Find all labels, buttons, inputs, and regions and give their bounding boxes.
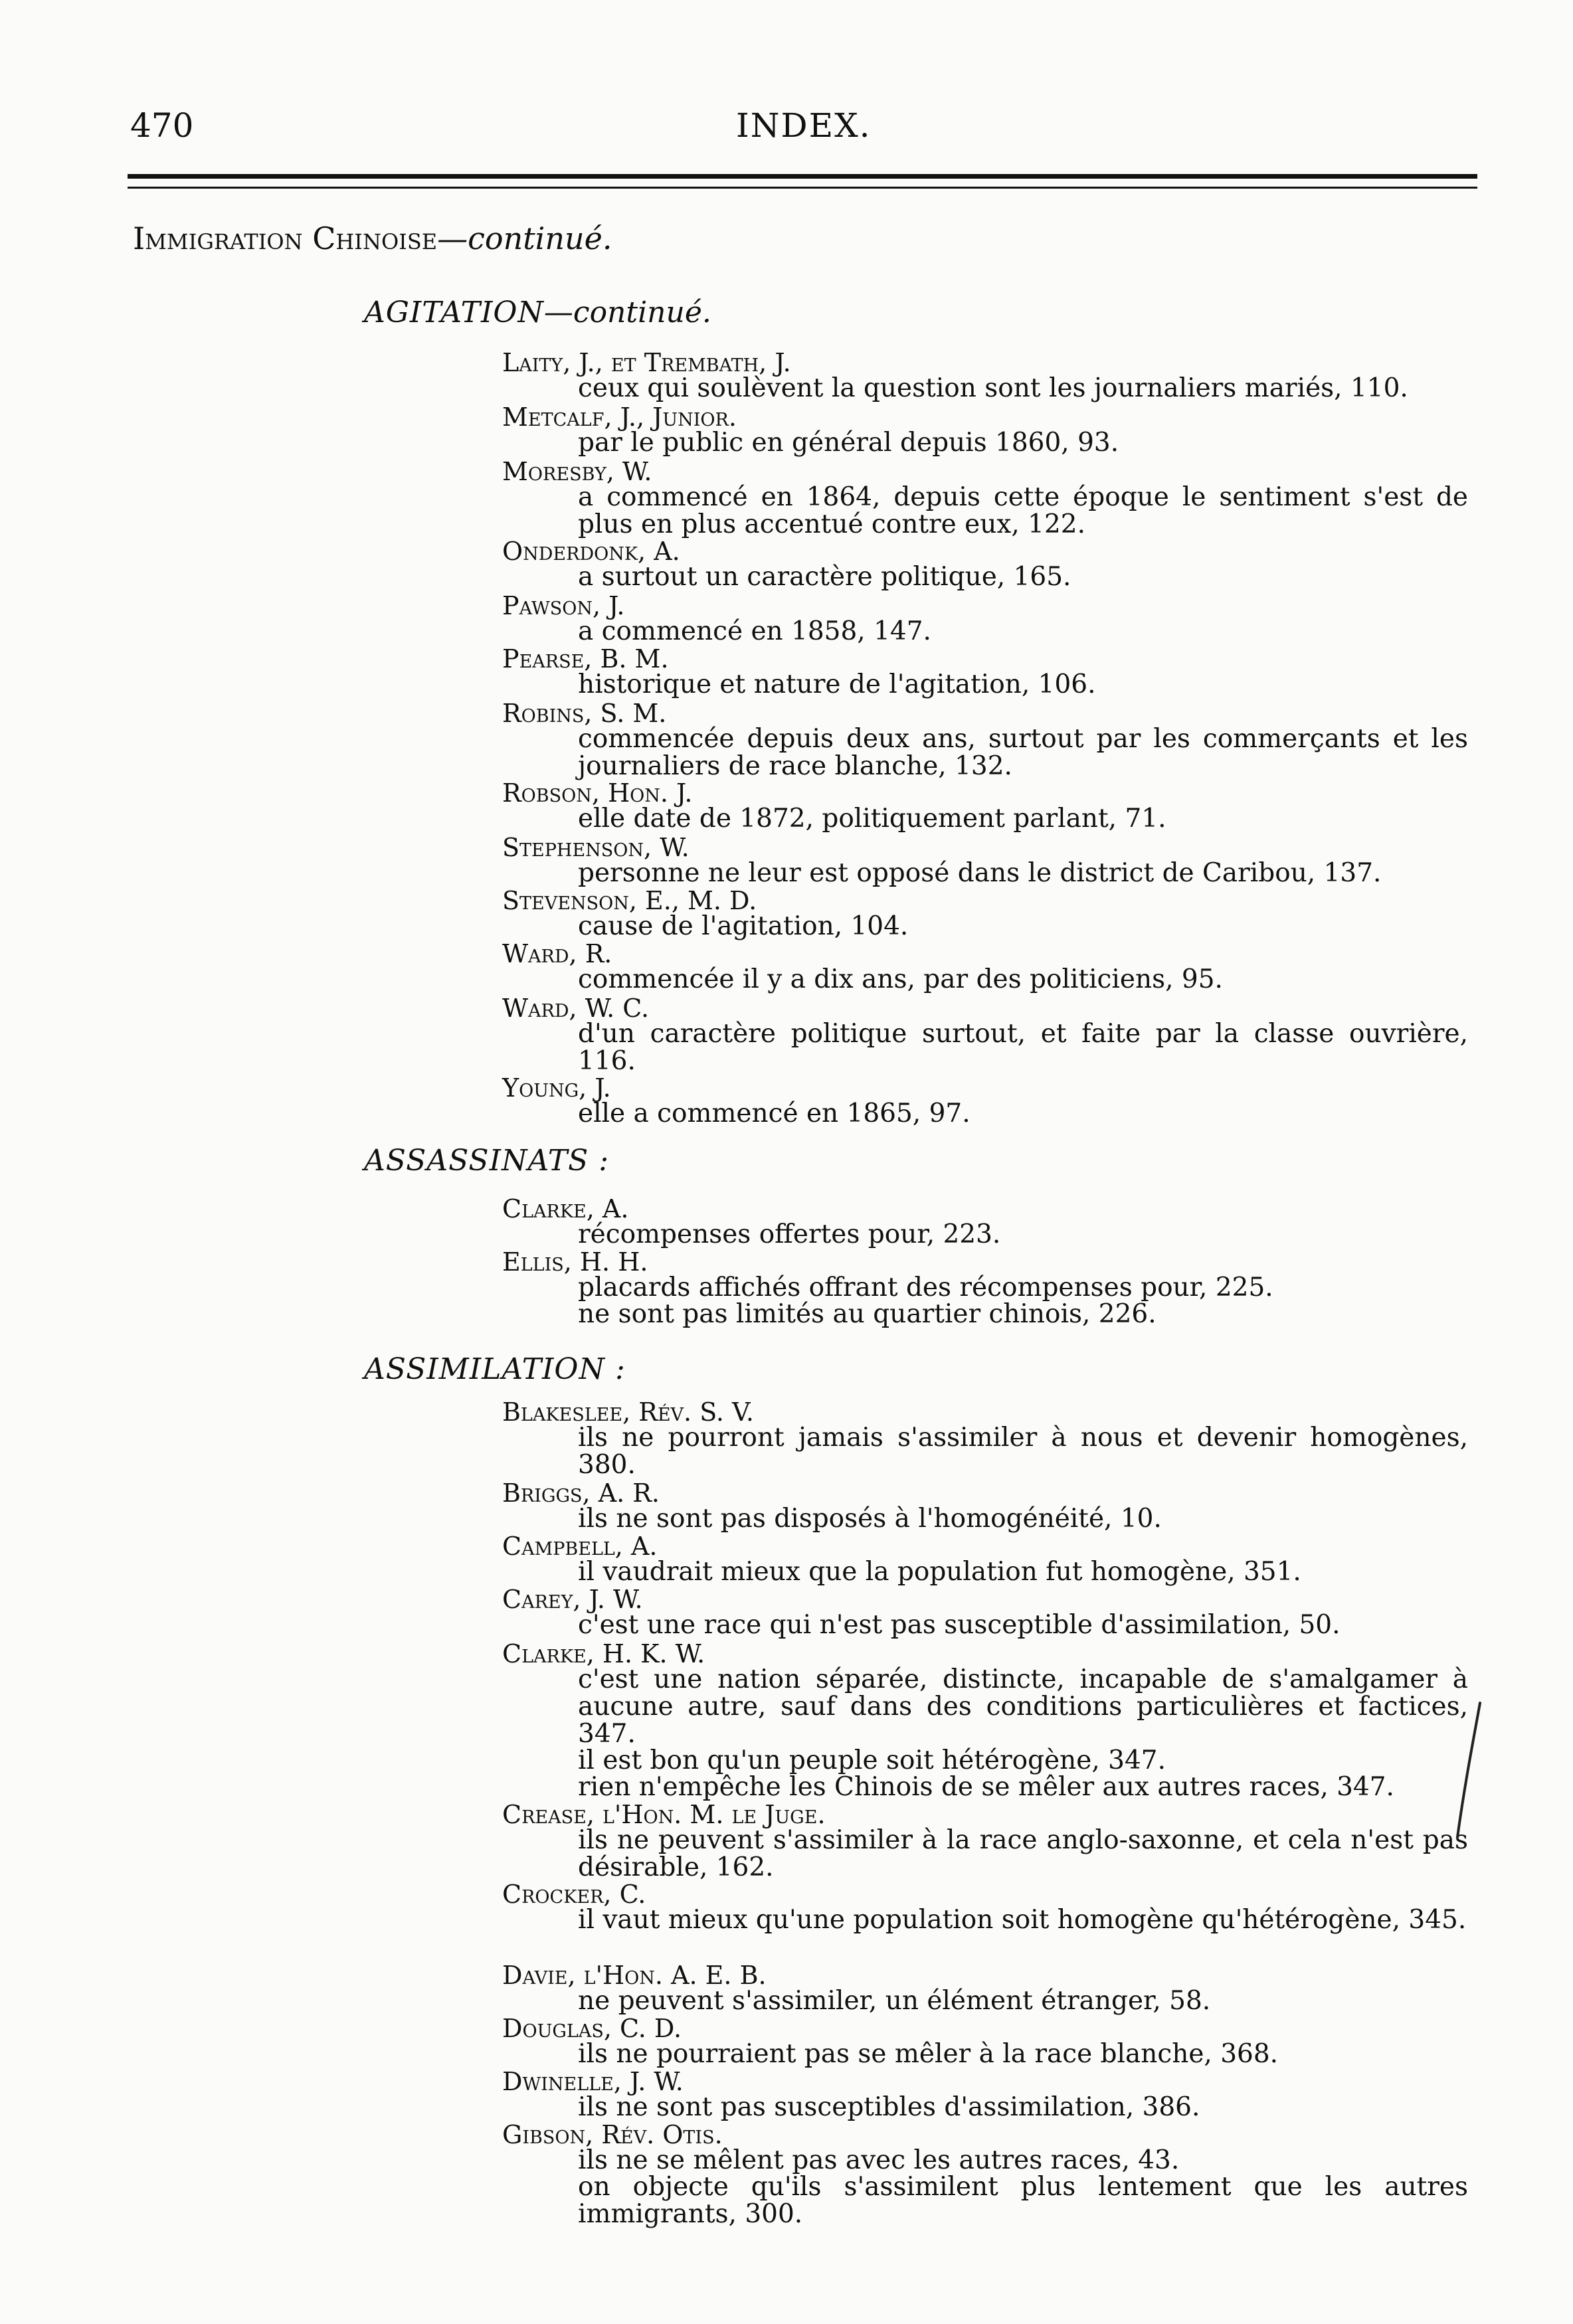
- index-entry: ne sont pas limités au quartier chinois, 226.: [578, 1299, 1157, 1329]
- header-rule-thin: [128, 187, 1477, 189]
- index-name: Pawson, J.: [502, 591, 625, 620]
- subsection-title: AGITATION: [364, 296, 544, 329]
- index-entry: il vaut mieux qu'une population soit homogène qu'hétérogène, 345.: [578, 1905, 1467, 1935]
- index-name: Davie, l'Hon. A. E. B.: [502, 1961, 767, 1990]
- index-name: Metcalf, J., Junior.: [502, 402, 737, 432]
- index-entry: commencée il y a dix ans, par des politiciens, 95.: [578, 964, 1223, 994]
- index-name: Young, J.: [502, 1073, 611, 1103]
- index-name: Campbell, A.: [502, 1532, 658, 1561]
- index-entry: elle date de 1872, politiquement parlant, 71.: [578, 804, 1166, 834]
- section-title: Immigration Chinoise: [133, 221, 438, 256]
- index-name: Crease, l'Hon. M. le Juge.: [502, 1800, 826, 1829]
- index-name: Dwinelle, J. W.: [502, 2067, 684, 2096]
- index-entry: d'un caractère politique surtout, et faite par la classe ouvrière, 116.: [578, 1019, 1468, 1076]
- index-name: Stephenson, W.: [502, 833, 690, 862]
- index-entry: c'est une race qui n'est pas susceptible d'assimilation, 50.: [578, 1610, 1341, 1640]
- index-entry: ils ne pourraient pas se mêler à la race blanche, 368.: [578, 2039, 1279, 2069]
- subsection-heading: [364, 1144, 609, 1178]
- page-number: 470: [130, 106, 194, 145]
- index-name: Briggs, A. R.: [502, 1478, 660, 1508]
- running-title: INDEX.: [736, 106, 872, 145]
- pencil-mark: [1453, 1700, 1484, 1840]
- index-name: Pearse, B. M.: [502, 644, 669, 673]
- index-name: Clarke, A.: [502, 1194, 629, 1223]
- index-entry: personne ne leur est opposé dans le district de Caribou, 137.: [578, 858, 1382, 888]
- index-entry: récompenses offertes pour, 223.: [578, 1219, 1001, 1249]
- index-name: Blakeslee, Rév. S. V.: [502, 1397, 754, 1427]
- index-entry: ils ne peuvent s'assimiler à la race anglo-saxonne, et cela n'est pas désirable, 162.: [578, 1825, 1468, 1882]
- index-entry: il vaudrait mieux que la population fut homogène, 351.: [578, 1557, 1301, 1587]
- index-name: Douglas, C. D.: [502, 2014, 682, 2043]
- index-entry: rien n'empêche les Chinois de se mêler aux autres races, 347.: [578, 1772, 1394, 1802]
- index-name: Crocker, C.: [502, 1880, 646, 1909]
- index-name: Stevenson, E., M. D.: [502, 886, 757, 915]
- index-entry: ceux qui soulèvent la question sont les journaliers mariés, 110.: [578, 373, 1408, 403]
- index-name: Clarke, H. K. W.: [502, 1639, 705, 1668]
- index-name: Moresby, W.: [502, 457, 652, 486]
- index-name: Carey, J. W.: [502, 1585, 643, 1614]
- subsection-title: ASSIMILATION :: [364, 1352, 626, 1386]
- index-entry: ils ne sont pas disposés à l'homogénéité, 10.: [578, 1504, 1162, 1534]
- index-name: Onderdonk, A.: [502, 537, 680, 566]
- index-entry: historique et nature de l'agitation, 106.: [578, 670, 1096, 699]
- index-name: Gibson, Rév. Otis.: [502, 2120, 723, 2149]
- subsection-heading: [364, 1352, 626, 1386]
- index-entry: commencée depuis deux ans, surtout par les commerçants et les journaliers de race blanche, 132.: [578, 724, 1468, 781]
- index-entry: cause de l'agitation, 104.: [578, 911, 909, 941]
- subsection-heading: [364, 296, 711, 329]
- index-name: Robins, S. M.: [502, 699, 667, 728]
- index-name: Robson, Hon. J.: [502, 778, 693, 808]
- section-heading: [133, 221, 612, 256]
- index-entry: il est bon qu'un peuple soit hétérogène, 347.: [578, 1745, 1166, 1775]
- index-entry: a surtout un caractère politique, 165.: [578, 562, 1071, 592]
- index-entry: elle a commencé en 1865, 97.: [578, 1099, 971, 1128]
- index-entry: ils ne sont pas susceptibles d'assimilation, 386.: [578, 2092, 1200, 2122]
- index-entry: ne peuvent s'assimiler, un élément étranger, 58.: [578, 1986, 1211, 2016]
- section-continued: —continué.: [437, 221, 612, 256]
- index-name: Ward, R.: [502, 939, 612, 968]
- index-entry: ils ne se mêlent pas avec les autres races, 43.: [578, 2145, 1180, 2175]
- index-entry: on objecte qu'ils s'assimilent plus lentement que les autres immigrants, 300.: [578, 2172, 1468, 2229]
- index-entry: c'est une nation séparée, distincte, incapable de s'amalgamer à aucune autre, sauf dans des conditions particulières et factices, 347.: [578, 1664, 1468, 1749]
- index-name: Laity, J., et Trembath, J.: [502, 348, 791, 377]
- index-name: Ward, W. C.: [502, 994, 650, 1023]
- index-entry: placards affichés offrant des récompenses pour, 225.: [578, 1273, 1273, 1302]
- index-name: Ellis, H. H.: [502, 1247, 648, 1277]
- subsection-title: ASSASSINATS :: [364, 1144, 610, 1178]
- header-rule-thick: [128, 174, 1477, 179]
- subsection-continued: —continué.: [543, 296, 711, 329]
- index-entry: par le public en général depuis 1860, 93.: [578, 428, 1119, 458]
- index-entry: ils ne pourront jamais s'assimiler à nous et devenir homogènes, 380.: [578, 1423, 1468, 1480]
- index-entry: a commencé en 1864, depuis cette époque le sentiment s'est de plus en plus accentué contre eux, 122.: [578, 482, 1468, 539]
- index-entry: a commencé en 1858, 147.: [578, 616, 931, 646]
